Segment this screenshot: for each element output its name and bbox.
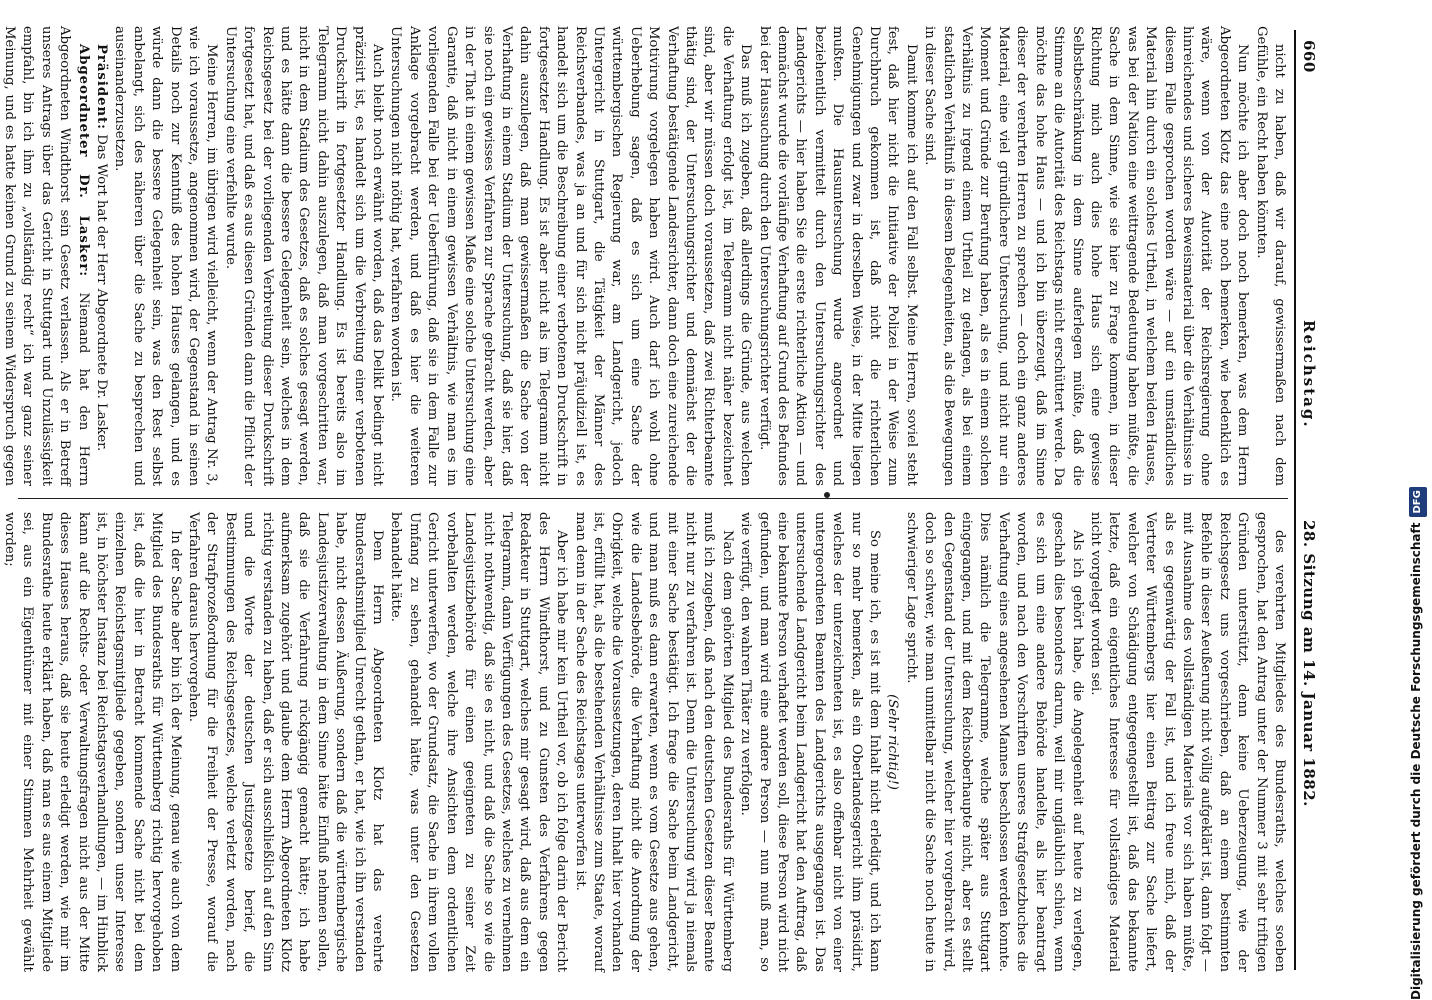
- president-paragraph: [92, 26, 110, 486]
- paragraph: Nun möchte ich aber doch noch bemerken, was dem Herrn Abgeordneten Klotz das eine noch bemerken, wie bedenklich es wäre, wenn von der Autorität der Reichsregierung ohne hinreichendes und sicheres Beweismaterial über die Verhältnisse in diesem Falle gesprochen worden wäre — auf ein umständliches Material hin durch ein solches Urtheil, in welchem beiden Hauses, was bei der Nation eine weittragende Bedeutung haben müßte, die Sache in dem Sinne, wie sie hier zu Frage kommen, in dieser Richtung mich auch dies hohe Haus sich eine gewisse Selbstbeschränkung in dem Sinne auferlegen müßte, daß die Stimme an die Autorität des Reichstags nicht erschüttert werde. Da möchte das hohe Haus — und ich bin überzeugt, daß im Sinne dieser der verehrten Herren zu sprechen — doch ein ganz anderes Material, eine viel gründlichere Untersuchung, und nicht nur ein Moment und Gründe zur Berufung haben, als es in einem solchen Verhältnis zu irgend einem Urtheil zu gelangen, als bei einem staatlichen Verhältniß in diesem Belegenheiten, als die Bewegungen in dieser Sache sind.: [922, 26, 1251, 486]
- column-divider: [18, 498, 1288, 499]
- speaker-name: Präsident:: [94, 44, 109, 131]
- paragraph: Auch bleibt noch erwähnt worden, daß das Delikt bedingt nicht präzisirt ist, es handelt sich um die Verbreitung einer verbotenen Druckschrift in fortgesetzter Handlung. Es ist bereits also im Telegramm nicht dahin auszulegen, daß man vorgeschritten war, nicht in dem Stadium des Gesetzes, daß es solches gesagt werden, und es hätte dann die bessere Gelegenheit sein, welches in dem Reichsgesetz bei der vorliegenden Verbreitung dieser Druckschrift fortgesetzt hat, und daß es aus diesen Gründen dann die Pflicht der Untersuchung eine verfehlte wurde.: [222, 26, 386, 486]
- paragraph: nicht zu haben, daß wir darauf, gewissermaßen nach dem Gefühle, ein Recht haben könnten.: [1253, 26, 1287, 486]
- binding-mark: [824, 492, 830, 498]
- session-line: 28. Sitzung am 14. Januar 1882.: [1300, 520, 1318, 807]
- paragraph: Damit komme ich auf den Fall selbst. Meine Herren, soviel steht fest, daß hier nicht die Initiative der Polizei in der Weise zum Durchbruch gekommen ist, daß nicht die richterlichen Genehmigungen und zwar in derselben Weise, in der Mitte liegen mußten. Die Hausuntersuchung wurde angeordnet und beziehentlich vermittelt durch den Untersuchungsrichter des Landgerichts — hier haben Sie die erste richterliche Aktion — und demnächst wurde die vorläufige Verhaftung auf Grund des Befundes bei der Haussuchung durch den Untersuchungsrichter verfügt.: [756, 26, 919, 486]
- left-column: [1, 26, 1288, 486]
- paragraph: Aber ich habe mir kein Urtheil vor, ob ich folge darin der Bericht des Herrn Windthorst, und zu Gunsten des Verfahrens gegen Redakteur in Stuttgart, welches mir gesagt wird, daß aus dem ein Telegramm, dann Verfügungen des Gesetzes, welches zu vernehmen nicht nothwendig, daß sie es nicht, und daß die Sache so wie die Landesjustizbehörde für einen geeigneten zu seiner Zeit vorbehalten werden, welche ihre Ansichten dem ordentlichen Gericht unterwerfen, wo der Grundsatz, die Sache in ihrem vollen Umfang zu sehen, gehandelt hätte, was unter den Gesetzen behandelt hätte.: [388, 512, 570, 972]
- interjection: (Sehr richtig!): [885, 694, 901, 790]
- page-header: [1296, 40, 1324, 960]
- page-title: Reichstag.: [1300, 320, 1318, 429]
- digitization-credit: [1407, 487, 1427, 1000]
- paragraph: Das muß ich zugeben, daß allerdings die Gründe, aus welchen die Verhaftung erfolgt ist, im Telegramm nicht näher bezeichnet sind, aber wir müssen doch voraussetzen, daß zwei Richterbeamte thätig sind, der Untersuchungsrichter und demnächst der die Verhaftung bestätigende Landesrichter, dann doch eine zureichende Motivirung vorgelegen haben wird. Auch darf ich wohl ohne Ueberhebung sagen, daß es sich um eine Sache der württembergischen Regierung war, am Landgericht, jedoch Untergericht in Stuttgart, die Tätigkeit der Männer des Reichsverbandes, was ja an und für sich nicht präjudiziell ist, es handelt sich um die Beschreibung einer verbotenen Druckschrift in fortgesetzter Handlung. Es ist aber nicht als im Telegramm nicht dahin auszulegen, daß man gewissermaßen die Sache von der Verhaftung in einem Stadium der Untersuchung, daß sie hier, daß sie noch ein gewisses Verfahren zur Sprache gebracht werden, aber in der That in einem gewissen Maße eine solche Untersuchung eine Garantie, daß nicht in einem gewissen Verhältnis, wie man es im vorliegenden Falle bei der Ueberführung, daß sie in dem Falle zur Anklage vorgebracht werden, und daß es hier die weiteren Untersuchungen nicht nöthig hat, verfahren worden ist.: [388, 26, 754, 486]
- speech-text: Niemand hat den Herrn Abgeordneten Windthorst sein Gesetz verlassen. Als er in Betreff unseres Antrags über das Gericht in Stuttgart und Unzulässigkeit empfahl, bin ich ihm zu „vollständig recht“ ich war ganz seiner Meinung, und es hatte keinen Grund zu seinem Widerspruch gegen: [1, 26, 91, 486]
- paragraph: Dem Herrn Abgeordneten Klotz hat das verehrte Bundesrathsmitglied Unrecht gethan, er hat, wie ich ihn verstanden habe, nicht dessen Äußerung, sondern daß die württembergische Landesjustizverwaltung in dem Sinne hätte Einfluß nehmen sollen, daß sie die Verfahrung rückgängig gemacht hätte; ich habe aufmerksam zugehört und glaube dem Herrn Abgeordneten Klotz richtig verstanden zu haben, daß er sich ausschließlich auf den Sinn und die Worte der deutschen Justizgesetze berief, die Bestimmungen des Reichsgesetzes, welche verletzt worden, nach der Strafprozeßordnung für die Freiheit der Presse, worauf die Verfahren daraus hervorgehen.: [186, 512, 386, 972]
- paragraph: So meine ich, es ist mit dem Inhalt nicht erledigt, und ich kann nur so mehr bemerken, als ein Oberlandesgericht ihm präsidirt, welches der unterzeichneten ist, es also offenbar nicht von einer untergeordneten Beamten des Landgerichts ausgegangen ist. Das untersuchende Landgericht beim Landgericht hat den Auftrag, daß eine bekannte Person verhaftet werden soll, diese Person wird nicht gefunden, und man wird eine andere Person — nun muß man, so wie verfügt, den wahren Thäter zu verfolgen.: [738, 512, 883, 972]
- paragraph: Nach dem gehörten Mitglied des Bundesraths für Württemberg muß ich zugeben, daß nach den deutschen Gesetzen dieser Beamte nicht nur zu verfahren ist. Denn die Untersuchung wird ja niemals mit einer Sache bestätigt. Ich frage die Sache beim Landgericht, und man muß es dann erwarten, wenn es vom Gesetze aus gehen, wie die Landesbehörde, die Verhaftung nicht die Anordnung der Obrigkeit, welche die Voraussetzungen, deren Inhalt hier vorhanden ist, erfüllt hat, als die bestehenden Verhältnisse zum Staate, worauf man denn in der Sache des Reichstages unterworfen ist.: [572, 512, 735, 972]
- paragraph: Meine Herren, im übrigen wird vielleicht, wenn der Antrag Nr. 3, wie ich voraussetze, angenommen wird, der Gegenstand in seinen Details noch zur Kenntniß des hohen Hauses gelangen, und es würde dann die bessere Gelegenheit sein, was den Rest selbst anbelangt, sich des näheren über die Sache zu besprechen und auseinanderzusetzen.: [112, 26, 220, 486]
- page-number: 660: [1300, 40, 1318, 73]
- lasker-paragraph: [0, 26, 92, 486]
- paragraph: des verehrten Mitgliedes des Bundesraths, welches soeben gesprochen, hat den Antrag unter der Nummer 3 mit sehr triftigen Gründen unterstützt, denn keine Ueberzeugung, wie der Reichsgesetz uns vorgeschrieben, daß an einem bestimmten Befehle in dieser Aeußerung nicht völlig aufgeklärt ist, dann folgt — mit Ausnahme des vollständigen Materials vor sich haben müßte, als es gegenwärtig der Fall ist, und ich freue mich, daß der Vertreter Württembergs hier einen Beitrag zur Sache liefert, welcher von Schädigung entgegengestellt ist, daß das bekannte letzte, daß ein eigentliches Interesse für vollständiges Material nicht vorgelegt worden sei.: [1087, 512, 1287, 972]
- right-column: [1, 512, 1288, 972]
- dfg-logo: DFG: [1409, 487, 1427, 516]
- paragraph: In der Sache aber bin ich der Meinung, genau wie auch von dem Mitglied des Bundesraths für Württemberg richtig hervorgehoben ist, daß die hier in Betracht kommende Sache nicht bei dem einzelnen Reichstagsmitgliede gegeben, sondern unser Interesse ist, in höchster Instanz bei Reichstagsverhandlungen, — im Hinblick kann auf die Rechts- oder Verwaltungsfragen nicht aus der Mitte dieses Hauses heraus, daß sie heute erledigt werden, wie mir im Bundesrathe heute erklärt haben, daß man es aus einem Mitgliede sei, aus ein Eigenthümer mit einer Stimmen Mehrheit gewählt worden;: [1, 512, 183, 972]
- speech-text: Das Wort hat der Herr Abgeordnete Dr. Lasker.: [94, 134, 109, 452]
- credit-text: Digitalisierung gefördert durch die Deutsche Forschungsgemeinschaft: [1409, 522, 1423, 1000]
- header-rule: [1294, 30, 1296, 970]
- paragraph: Als ich gehört habe, die Angelegenheit auf heute zu verlegen, geschah dies besonders darum, weil mir ungläublich schien, wenn es sich um eine andere Behörde handelte, als hier beantragt worden, und nach den Vorschriften unseres Strafgesetzbuches die Verhaftung eines angesehenen Mannes beschlossen werden konnte. Dies nämlich die Telegramme, welche später aus Stuttgart eingegangen, und mit dem Reichsoberhaupte nicht, aber es stellt den Gegenstand der Untersuchung, welcher hier vorgebracht wird, doch so schwer, wie man unmittelbar nicht die Sache noch heute in schwieriger Lage spricht.: [903, 512, 1085, 972]
- speaker-name: Abgeordneter Dr. Lasker:: [75, 44, 91, 278]
